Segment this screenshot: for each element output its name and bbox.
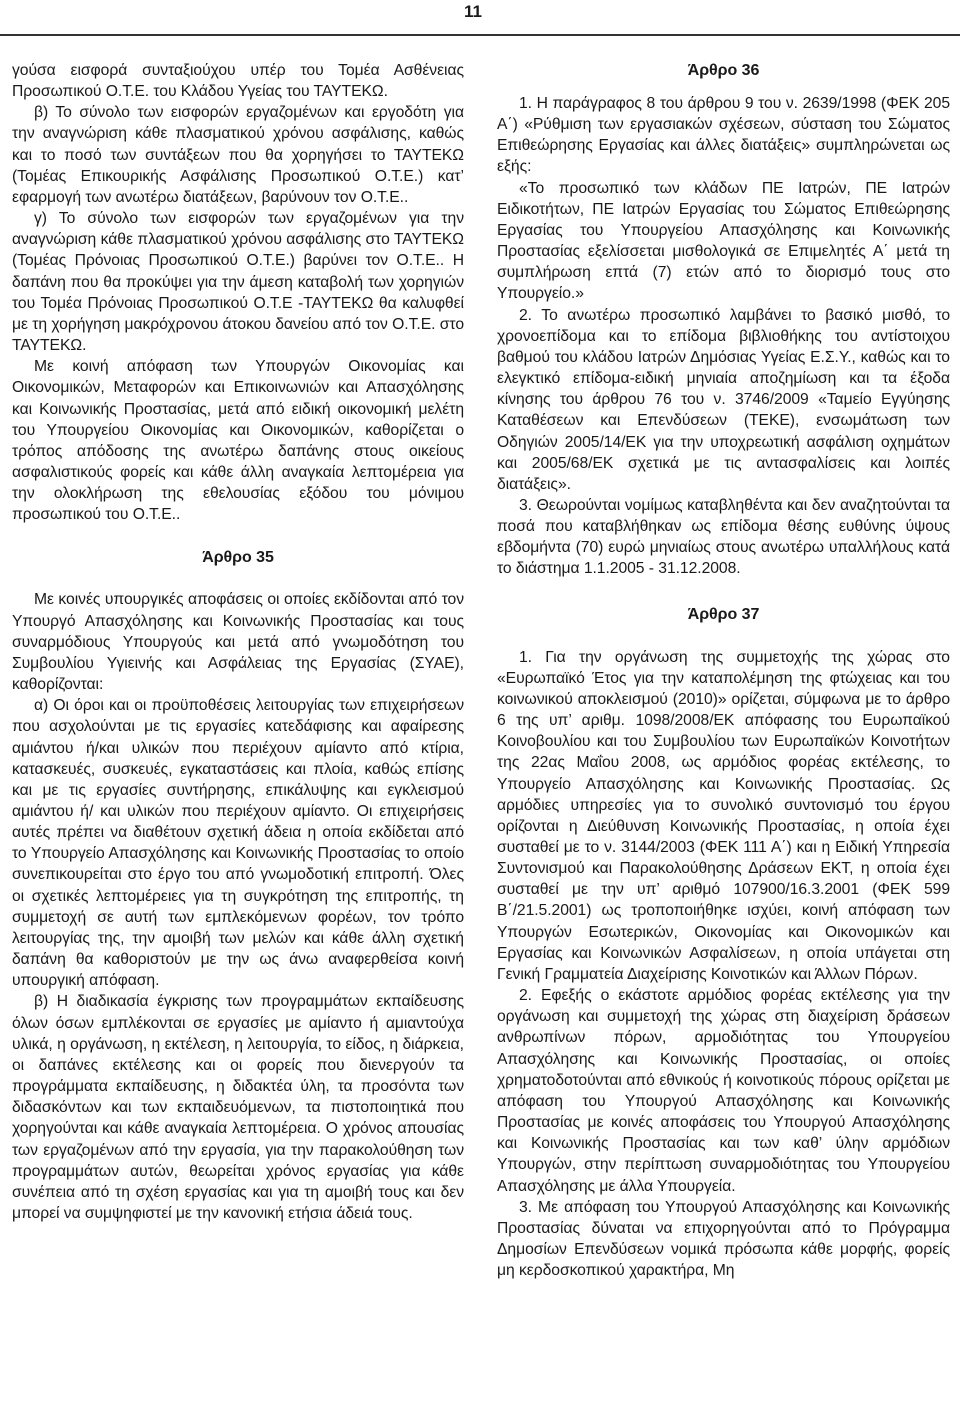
spacer <box>497 81 950 93</box>
paragraph: 3. Θεωρούνται νομίμως καταβληθέντα και δεν αναζητούνται τα ποσά που καταβλήθηκαν ως επίδομα θέσης ευθύνης ύψους εβδομήντα (70) ευρώ μηνιαίως στους ανωτέρω υπαλλήλους κατά το διάστημα 1.1.2005 - 31.12.2008. <box>497 496 950 578</box>
paragraph: Με κοινές υπουργικές αποφάσεις οι οποίες εκδίδονται από τον Υπουργό Απασχόλησης και Κοινωνικής Προστασίας και τους συναρμόδιους Υπουργούς και μετά από γνωμοδότηση του Συμβουλίου Υγιεινής και Ασφάλειας της Εργασίας (ΣΥΑΕ), καθορίζονται: <box>12 591 464 694</box>
paragraph: 3. Με απόφαση του Υπουργού Απασχόλησης και Κοινωνικής Προστασίας δύναται να επιχορηγούνται από το Πρόγραμμα Δημοσίων Επενδύσεων νομικά πρόσωπα κάθε μορφής, φορείς μη κερδοσκοπικού χαρακτήρα, Μη <box>497 1198 950 1280</box>
paragraph: Με κοινή απόφαση των Υπουργών Οικονομίας και Οικονομικών, Μεταφορών και Επικοινωνιών και Απασχόλησης και Κοινωνικής Προστασίας, μετά από ειδική οικονομική μελέτη του Υπουργείου Οικονομίας και Οικονομικών, καθορίζεται ο τρόπος απόδοσης της ανωτέρω δαπάνης στους οικείους ασφαλιστικούς φορείς και κάθε άλλη αναγκαία λεπτομέρεια για την ολοκλήρωση της εθελουσίας εξόδου του μόνιμου προσωπικού του Ο.Τ.Ε.. <box>12 358 464 524</box>
header-rule <box>0 34 960 36</box>
article-36-heading: Άρθρο 36 <box>687 62 760 79</box>
paragraph: 1. Για την οργάνωση της συμμετοχής της χώρας στο «Ευρωπαϊκό Έτος για την καταπολέμηση της φτώχειας και του κοινωνικού αποκλεισμού (2010)» ορίζεται, σύμφωνα με το άρθρο 6 της υπ’ αριθμ. 1098/2008/ΕΚ απόφασης του Ευρωπαϊκού Κοινοβουλίου και του Συμβουλίου των Ευρωπαϊκών Κοινοτήτων της 22ας Μαΐου 2008, ως αρμόδιος φορέας εκτέλεσης, το Υπουργείο Απασχόλησης και Κοινωνικής Προστασίας. Ως αρμόδιες υπηρεσίες για το συνολικό συντονισμό του έργου ορίζονται η Διεύθυνση Κοινωνικής Προστασίας, η οποία έχει συσταθεί με το ν. 3144/2003 (ΦΕΚ 111 Α΄) και η Ειδική Υπηρεσία Συντονισμού και Παρακολούθησης Δράσεων ΕΚΤ, η οποία έχει συσταθεί με την υπ’ αριθμό 107900/16.3.2001 (ΦΕΚ 599 Β΄/21.5.2001) ως τροποποιήθηκε ισχύει, κοινή απόφαση των Υπουργών Εσωτερικών, Οικονομίας και Οικονομικών και Εργασίας και Κοινωνικών Ασφαλίσεων, η οποία υπάγεται στη Γενική Γραμματεία Διαχείρισης Κοινοτικών και Άλλων Πόρων. <box>497 648 950 983</box>
paragraph: α) Οι όροι και οι προϋποθέσεις λειτουργίας των επιχειρήσεων που ασχολούνται με τις εργασίες κατεδάφισης και αφαίρεσης αμιάντου ή/και υλικών που περιέχουν αμίαντο από κτίρια, κατασκευές, συσκευές, εγκαταστάσεις και πλοία, καθώς επίσης και με τις εργασίες συντήρησης, επικάλυψης και εγκλεισμού αμιάντου ή/ και υλικών που περιέχουν αμίαντο. Οι επιχειρήσεις αυτές πρέπει να διαθέτουν σχετική άδεια η οποία εκδίδεται από το Υπουργείο Απασχόλησης και Κοινωνικής Προστασίας το οποίο συνεπικουρείται στο έργο του από γνωμοδοτική επιτροπή. Όλες οι σχετικές λεπτομέρειες για τη συγκρότηση της επιτροπής, τη συμμετοχή σε αυτή των εμπλεκόμενων φορέων, τον τρόπο λειτουργίας της, την αμοιβή των μελών και κάθε άλλη σχετική δαπάνη θα καθοριστούν με την ως άνω αναφερθείσα κοινή υπουργική απόφαση. <box>12 697 464 990</box>
right-column <box>497 60 950 1281</box>
paragraph: «Το προσωπικό των κλάδων ΠΕ Ιατρών, ΠΕ Ιατρών Ειδικοτήτων, ΠΕ Ιατρών Εργασίας του Σώματος Επιθεώρησης Εργασίας του Υπουργείου Απασχόλησης και Κοινωνικής Προστασίας εξελίσσεται μισθολογικά σε Επιμελητές Α΄ μετά τη συμπλήρωση επτά (7) ετών από το διορισμό τους στο Υπουργείο.» <box>497 179 950 303</box>
left-column <box>12 60 464 1224</box>
paragraph: β) Η διαδικασία έγκρισης των προγραμμάτων εκπαίδευσης όλων όσων εμπλέκονται σε εργασίες με αμίαντο ή αμιαντούχα υλικά, η οργάνωση, η εκτέλεση, η λειτουργία, το είδος, η διάρκεια, οι δαπάνες εκτέλεσης και οι φορείς που διενεργούν τα προγράμματα εκπαίδευσης, η διδακτέα ύλη, τα προσόντα των διδασκόντων και των εκπαιδευόμενων, τα πιστοποιητικά που χορηγούνται και κάθε αναγκαία λεπτομέρεια. Ο χρόνος απουσίας των εργαζομένων από την εργασία, για την παρακολούθηση των προγραμμάτων αυτών, θεωρείται χρόνος εργασίας για κάθε συνέπεια από τη σχέση εργασίας και για τη αμοιβή τους και δεν μπορεί να συμψηφιστεί με την κανονική ετήσια άδειά τους. <box>12 993 464 1222</box>
paragraph: γούσα εισφορά συνταξιούχου υπέρ του Τομέα Ασθένειας Προσωπικού Ο.Τ.Ε. του Κλάδου Υγείας του ΤΑΥΤΕΚΩ. <box>12 62 464 101</box>
paragraph: γ) Το σύνολο των εισφορών των εργαζομένων για την αναγνώριση κάθε πλασματικού χρόνου ασφάλισης στο ΤΑΥΤΕΚΩ (Τομέας Πρόνοιας Προσωπικού Ο.Τ.Ε.) βαρύνει τον Ο.Τ.Ε.. Η δαπάνη που θα προκύψει για την άμεση καταβολή των χορηγιών του Τομέα Πρόνοιας Προσωπικού Ο.Τ.Ε -ΤΑΥΤΕΚΩ θα καλυφθεί με τη χορήγηση μακρόχρονου άτοκου δανείου από τον Ο.Τ.Ε. στο ΤΑΥΤΕΚΩ. <box>12 210 464 355</box>
spacer <box>497 580 950 604</box>
spacer <box>12 525 464 547</box>
paragraph: β) Το σύνολο των εισφορών εργαζομένων και εργοδότη για την αναγνώριση κάθε πλασματικού χρόνου ασφάλισης, καθώς και το ποσό των συντάξεων που θα χορηγήσει το ΤΑΥΤΕΚΩ (Τομέας Επικουρικής Ασφάλισης Προσωπικού Ο.Τ.Ε.) κατ’ εφαρμογή των ανωτέρω διατάξεων, βαρύνουν τον Ο.Τ.Ε.. <box>12 104 464 206</box>
paragraph: 2. Εφεξής ο εκάστοτε αρμόδιος φορέας εκτέλεσης για την οργάνωση και συμμετοχή της χώρας στη διαχείριση δράσεων ανθρωπίνων πόρων, αρμοδιότητας του Υπουργείου Απασχόλησης και Κοινωνικής Προστασίας, οι οποίες χρηματοδοτούνται από εθνικούς ή κοινοτικούς πόρους ορίζεται με απόφαση του Υπουργού Απασχόλησης και Κοινωνικής Προστασίας με κοινές αποφάσεις του Υπουργού Απασχόλησης και Κοινωνικής Προστασίας και των καθ’ ύλην αρμόδιων Υπουργών, στην περίπτωση συναρμοδιότητας του Υπουργείου Απασχόλησης με άλλα Υπουργεία. <box>497 987 950 1195</box>
spacer <box>12 568 464 589</box>
article-37-heading: Άρθρο 37 <box>687 605 760 623</box>
spacer <box>497 625 950 647</box>
page-number: 11 <box>464 2 482 21</box>
article-35-heading: Άρθρο 35 <box>202 549 274 567</box>
paragraph: 1. Η παράγραφος 8 του άρθρου 9 του ν. 2639/1998 (ΦΕΚ 205 Α΄) «Ρύθμιση των εργασιακών σχέσεων, σύσταση του Σώματος Επιθεώρησης Εργασίας και άλλες διατάξεις» συμπληρώνεται ως εξής: <box>497 95 950 176</box>
paragraph: 2. Το ανωτέρω προσωπικό λαμβάνει το βασικό μισθό, το χρονοεπίδομα και το επίδομα βιβλιοθήκης του αντίστοιχου βαθμού του κλάδου Ιατρών Δημόσιας Υγείας Ε.Σ.Υ., καθώς και το ελεγκτικό επίδομα-ειδική μηνιαία αποζημίωση και τα έξοδα κίνησης του άρθρου 76 του ν. 3746/2009 «Ταμείο Εγγύησης Καταθέσεων και Επενδύσεων (ΤΕΚΕ), ενσωμάτωση των Οδηγιών 2005/14/ΕΚ για την υποχρεωτική ασφάλιση οχημάτων και 2005/68/ΕΚ σχετικά με τις αντασφαλίσεις και λοιπές διατάξεις». <box>497 306 950 493</box>
